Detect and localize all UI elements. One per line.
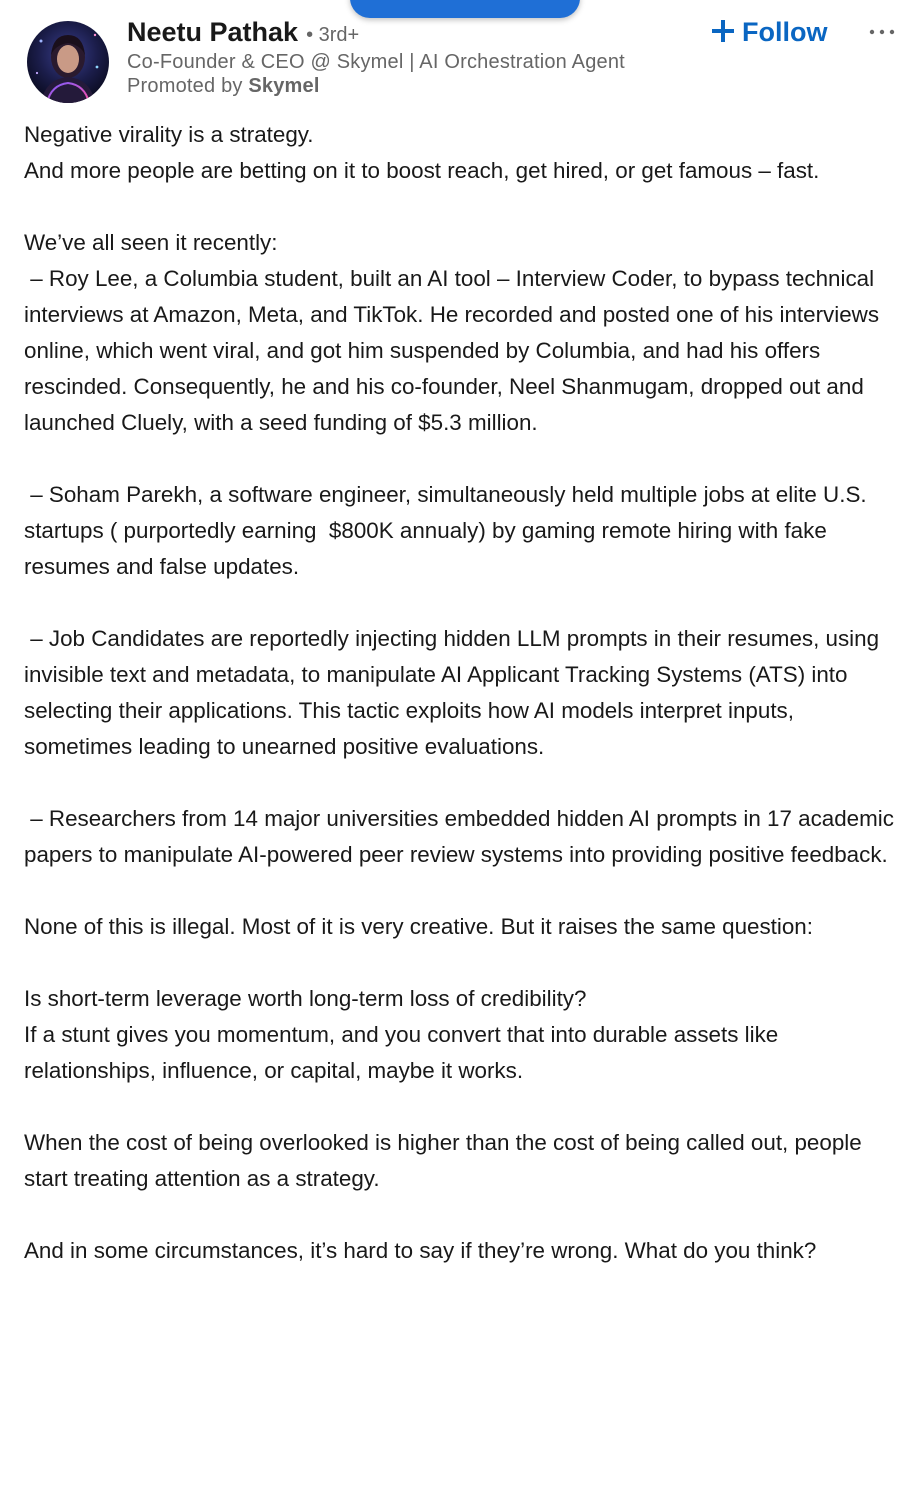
promoted-company[interactable]: Skymel (248, 75, 320, 97)
post-text (24, 117, 901, 1269)
author-name[interactable]: Neetu Pathak (127, 17, 299, 47)
author-name-row (127, 17, 359, 48)
avatar[interactable] (27, 21, 109, 103)
connection-degree: • 3rd+ (306, 24, 360, 46)
post-paragraph: When the cost of being overlooked is higher than the cost of being called out, people start treating attention as a strategy. (24, 1130, 868, 1191)
post-paragraph: – Roy Lee, a Columbia student, built an AI tool – Interview Coder, to bypass technical interviews at Amazon, Meta, and TikTok. He recorded and posted one of his interviews online, which went viral, and got him suspended by Columbia, and had his offers rescinded. Consequently, he and his co-founder, Neel Shanmugam, dropped out and launched Cluely, with a seed funding of $5.3 million. (24, 266, 886, 435)
author-headline: Co-Founder & CEO @ Skymel | AI Orchestration Agent (127, 51, 625, 73)
post-header (0, 0, 902, 110)
post-paragraph: Is short-term leverage worth long-term loss of credibility? (24, 986, 587, 1011)
follow-button[interactable] (712, 14, 827, 50)
post-paragraph: – Researchers from 14 major universities embedded hidden AI prompts in 17 academic papers to manipulate AI-powered peer review systems into providing positive feedback. (24, 806, 901, 867)
paragraph-gap (24, 441, 898, 477)
more-options-button[interactable] (866, 18, 898, 46)
paragraph-gap (24, 765, 898, 801)
post-paragraph: None of this is illegal. Most of it is very creative. But it raises the same question: (24, 914, 813, 939)
post-paragraph: We’ve all seen it recently: (24, 230, 278, 255)
post-paragraph: If a stunt gives you momentum, and you convert that into durable assets like relationships, influence, or capital, maybe it works. (24, 1022, 785, 1083)
promoted-line (127, 75, 320, 98)
paragraph-gap (24, 945, 898, 981)
plus-icon (712, 14, 734, 48)
paragraph-gap (24, 1089, 898, 1125)
post-paragraph: – Soham Parekh, a software engineer, simultaneously held multiple jobs at elite U.S. startups ( purportedly earning $800K annualy) by gaming remote hiring with fake resumes and false updates. (24, 482, 873, 579)
more-horizontal-icon (866, 18, 898, 46)
paragraph-gap (24, 873, 898, 909)
follow-label: Follow (742, 16, 828, 47)
paragraph-gap (24, 585, 898, 621)
paragraph-gap (24, 189, 898, 225)
promoted-prefix: Promoted by (127, 75, 243, 97)
post-paragraph: And in some circumstances, it’s hard to say if they’re wrong. What do you think? (24, 1238, 817, 1263)
post-paragraph: Negative virality is a strategy. (24, 122, 314, 147)
paragraph-gap (24, 1197, 898, 1233)
post-paragraph: – Job Candidates are reportedly injecting hidden LLM prompts in their resumes, using invisible text and metadata, to manipulate AI Applicant Tracking Systems (ATS) into selecting their applications. This tactic exploits how AI models interpret inputs, sometimes leading to unearned positive evaluations. (24, 626, 886, 759)
post-paragraph: And more people are betting on it to boost reach, get hired, or get famous – fast. (24, 158, 820, 183)
